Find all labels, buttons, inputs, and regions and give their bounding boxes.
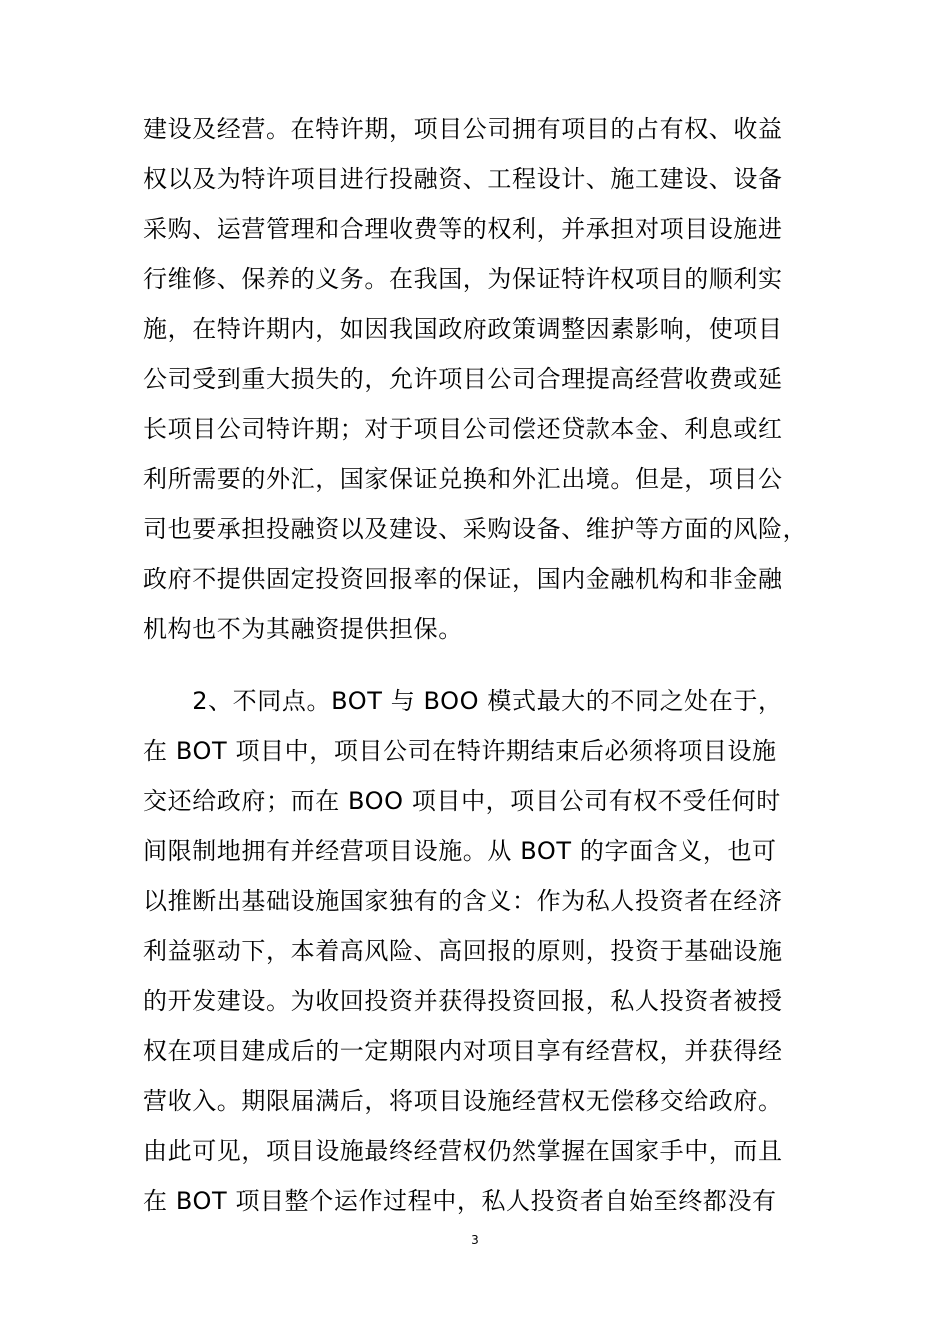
text-line: 采购、运营管理和合理收费等的权利，并承担对项目设施进 [143,215,783,243]
text-line: 在 BOT 项目中，项目公司在特许期结束后必须将项目设施 [143,737,777,765]
text-line: 行维修、保养的义务。在我国，为保证特许权项目的顺利实 [143,265,783,293]
text-line: 的开发建设。为收回投资并获得投资回报，私人投资者被授 [143,987,783,1015]
paragraph-spacing [143,654,819,676]
paragraph-1 [143,104,819,654]
text-line: 利益驱动下，本着高风险、高回报的原则，投资于基础设施 [143,937,783,965]
text-line: 在 BOT 项目整个运作过程中，私人投资者自始至终都没有 [143,1187,777,1215]
text-line: 2、不同点。BOT 与 BOO 模式最大的不同之处在于， [143,687,783,715]
text-line: 长项目公司特许期；对于项目公司偿还贷款本金、利息或红 [143,415,783,443]
text-line: 利所需要的外汇，国家保证兑换和外汇出境。但是，项目公 [143,465,783,493]
text-line: 间限制地拥有并经营项目设施。从 BOT 的字面含义，也可 [143,837,777,865]
text-line: 权在项目建成后的一定期限内对项目享有经营权，并获得经 [143,1037,783,1065]
text-line: 施，在特许期内，如因我国政府政策调整因素影响，使项目 [143,315,783,343]
page-number: 3 [471,1233,479,1247]
body-text [143,104,819,1226]
text-line: 建设及经营。在特许期，项目公司拥有项目的占有权、收益 [143,115,783,143]
text-line: 政府不提供固定投资回报率的保证，国内金融机构和非金融 [143,565,783,593]
paragraph-2 [143,676,819,1226]
text-line: 权以及为特许项目进行投融资、工程设计、施工建设、设备 [143,165,783,193]
text-line: 公司受到重大损失的，允许项目公司合理提高经营收费或延 [143,365,783,393]
text-line: 以推断出基础设施国家独有的含义：作为私人投资者在经济 [143,887,783,915]
text-line: 由此可见，项目设施最终经营权仍然掌握在国家手中，而且 [143,1137,783,1165]
text-line: 交还给政府；而在 BOO 项目中，项目公司有权不受任何时 [143,787,781,815]
text-line: 机构也不为其融资提供担保。 [143,615,463,643]
text-line: 营收入。期限届满后，将项目设施经营权无偿移交给政府。 [143,1087,783,1115]
text-line: 司也要承担投融资以及建设、采购设备、维护等方面的风险， [143,515,808,543]
